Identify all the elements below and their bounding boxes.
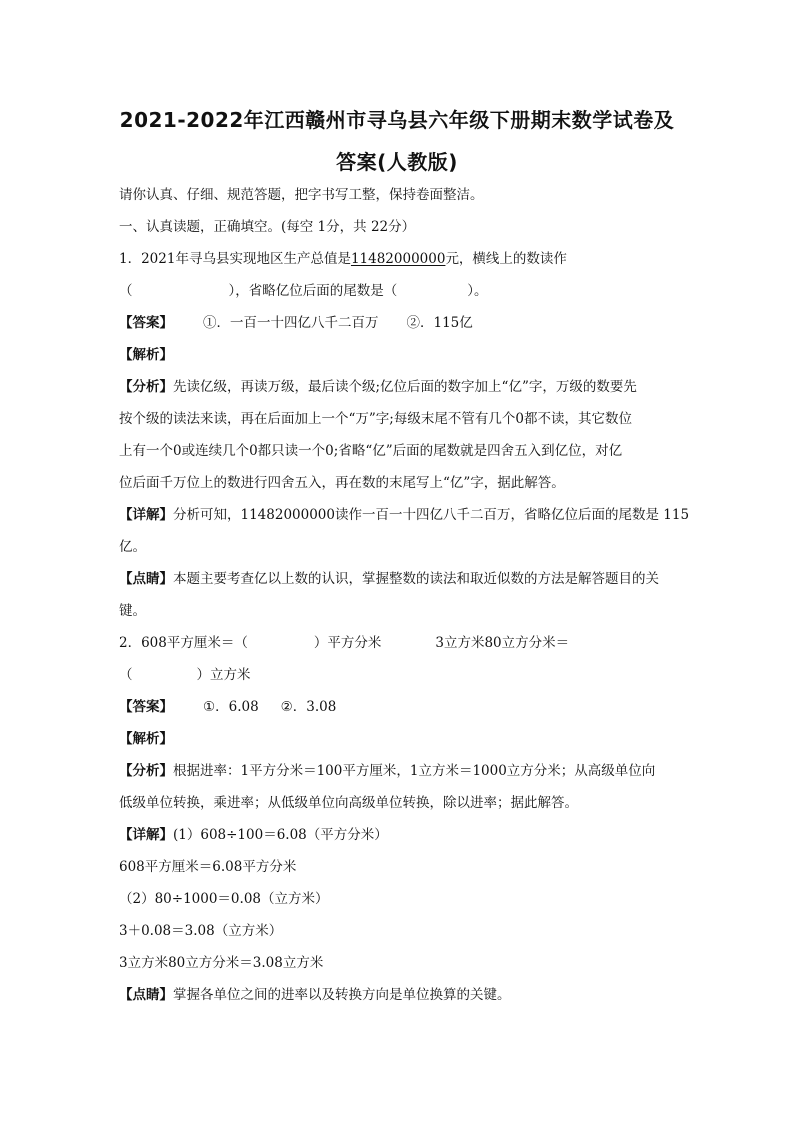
q2-dianjing-line1 bbox=[119, 986, 689, 1004]
q1-paren-open: （ bbox=[119, 283, 133, 299]
q1-jiexi-label: 【解析】 bbox=[119, 347, 173, 363]
q1-fenxi-text1: 先读亿级，再读万级，最后读个级;亿位后面的数字加上“亿”字，万级的数要先 bbox=[173, 379, 637, 395]
q1-xiangjie-label: 【详解】 bbox=[119, 507, 173, 523]
q2-stem-c: 3立方米80立方分米＝ bbox=[435, 635, 570, 651]
q2-fenxi-line1 bbox=[119, 762, 689, 780]
page-title-line1: 2021-2022年江西赣州市寻乌县六年级下册期末数学试卷及 bbox=[119, 108, 675, 132]
q1-dianjing-line2: 键。 bbox=[119, 603, 146, 619]
q2-dianjing-text1: 掌握各单位之间的进率以及转换方向是单位换算的关键。 bbox=[173, 987, 511, 1003]
q2-paren-open: （ bbox=[119, 667, 133, 683]
q2-xiangjie-text1: (1）608÷100＝6.08（平方分米） bbox=[173, 827, 388, 843]
section-heading: 一、认真读题，正确填空。(每空 1分，共 22分） bbox=[119, 219, 416, 235]
q1-dianjing-text1: 本题主要考查亿以上数的认识，掌握整数的读法和取近似数的方法是解答题目的关 bbox=[173, 571, 659, 587]
q1-stem-line2 bbox=[119, 282, 689, 300]
q2-fenxi-label: 【分析】 bbox=[119, 763, 173, 779]
q1-xiangjie-line1 bbox=[119, 506, 689, 524]
q1-fenxi-label: 【分析】 bbox=[119, 379, 173, 395]
q1-stem-line1 bbox=[119, 250, 689, 268]
q1-dianjing-label: 【点睛】 bbox=[119, 571, 173, 587]
q2-stem-line2 bbox=[119, 666, 689, 684]
q2-stem-b: ）平方分米 bbox=[313, 635, 382, 651]
q1-paren-close: ）。 bbox=[467, 283, 488, 299]
q1-stem-pre: 1．2021年寻乌县实现地区生产总值是 bbox=[119, 251, 351, 267]
q1-fenxi-line4: 位后面千万位上的数进行四舍五入，再在数的末尾写上“亿”字，据此解答。 bbox=[119, 475, 565, 491]
q2-dianjing-label: 【点睛】 bbox=[119, 987, 173, 1003]
q2-xiangjie-line1 bbox=[119, 826, 689, 844]
q1-dianjing-line1 bbox=[119, 570, 689, 588]
q2-stem-line1 bbox=[119, 634, 689, 652]
q1-answer-2: ②．115亿 bbox=[406, 315, 473, 331]
q2-answer-label: 【答案】 bbox=[119, 699, 173, 715]
q2-answer-1: ①．6.08 bbox=[203, 699, 259, 715]
q2-xiangjie-line3: （2）80÷1000＝0.08（立方米） bbox=[119, 891, 329, 907]
q2-jiexi-label: 【解析】 bbox=[119, 731, 173, 747]
q1-xiangjie-line2: 亿。 bbox=[119, 539, 146, 555]
q2-answer bbox=[119, 698, 689, 716]
q1-stem-post: 元，横线上的数读作 bbox=[445, 251, 567, 267]
instruction: 请你认真、仔细、规范答题，把字书写工整，保持卷面整洁。 bbox=[119, 187, 484, 203]
q2-stem-a: 2．608平方厘米＝（ bbox=[119, 635, 248, 651]
q1-answer-label: 【答案】 bbox=[119, 315, 173, 331]
q1-xiangjie-text1: 分析可知，11482000000读作一百一十四亿八千二百万，省略亿位后面的尾数是 115 bbox=[173, 507, 690, 523]
q2-fenxi-text1: 根据进率：1平方分米＝100平方厘米，1立方米＝1000立方分米；从高级单位向 bbox=[173, 763, 656, 779]
q1-fenxi-line3: 上有一个0或连续几个0都只读一个0;省略“亿”后面的尾数就是四舍五入到亿位，对亿 bbox=[119, 443, 623, 459]
q1-answer bbox=[119, 314, 689, 332]
q1-underlined-number: 11482000000 bbox=[350, 251, 446, 267]
q2-xiangjie-line5: 3立方米80立方分米＝3.08立方米 bbox=[119, 955, 324, 971]
q1-fenxi-line2: 按个级的读法来读，再在后面加上一个“万”字;每级末尾不管有几个0都不读，其它数位 bbox=[119, 411, 632, 427]
q1-fenxi-line1 bbox=[119, 378, 689, 396]
q2-xiangjie-label: 【详解】 bbox=[119, 827, 173, 843]
q2-xiangjie-line2: 608平方厘米＝6.08平方分米 bbox=[119, 859, 297, 875]
q2-answer-2: ②．3.08 bbox=[280, 699, 337, 715]
page-title-line2: 答案(人教版) bbox=[336, 150, 458, 174]
q2-xiangjie-line4: 3＋0.08＝3.08（立方米） bbox=[119, 923, 283, 939]
q2-fenxi-line2: 低级单位转换，乘进率；从低级单位向高级单位转换，除以进率；据此解答。 bbox=[119, 795, 578, 811]
q1-answer-1: ①．一百一十四亿八千二百万 bbox=[203, 315, 379, 331]
q2-stem-end: ）立方米 bbox=[196, 667, 251, 683]
q1-stem-mid: ），省略亿位后面的尾数是（ bbox=[228, 283, 398, 299]
